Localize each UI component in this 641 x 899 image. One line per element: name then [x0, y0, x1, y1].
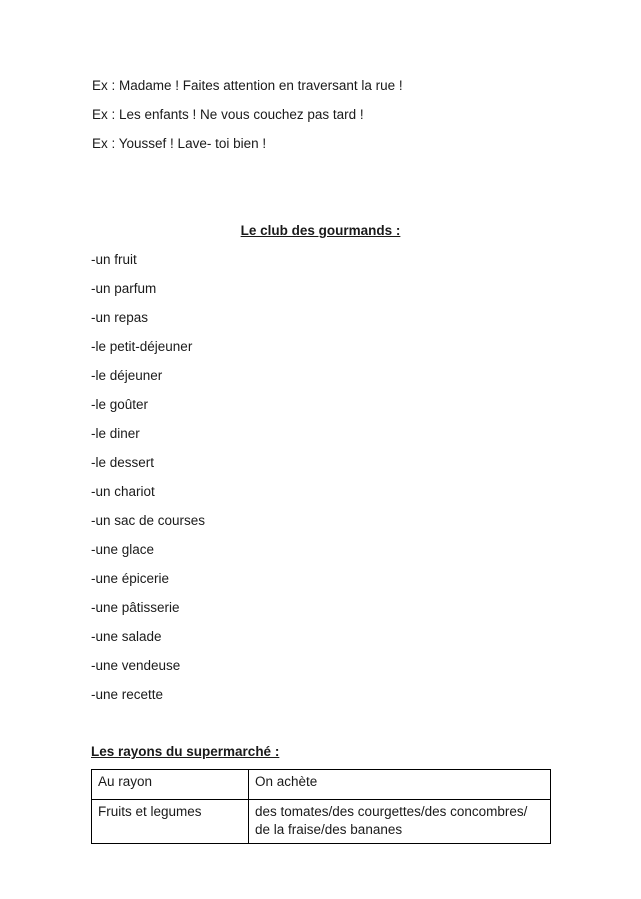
list-item: -le diner — [91, 426, 140, 441]
list-item: -un repas — [91, 310, 149, 325]
table-header-row — [92, 770, 551, 800]
list-item: -le dessert — [91, 455, 155, 470]
list-item: -une épicerie — [91, 571, 170, 586]
list-item: -une recette — [91, 687, 164, 702]
list-item: -un sac de courses — [91, 513, 206, 528]
table-cell-rayon: Fruits et legumes — [92, 800, 249, 844]
rayons-table — [91, 769, 551, 844]
list-item: -un parfum — [91, 281, 157, 296]
example-line: Ex : Madame ! Faites attention en traversant la rue ! — [92, 78, 403, 93]
list-item: -une salade — [91, 629, 162, 644]
list-item: -le goûter — [91, 397, 149, 412]
table-header-cell: On achète — [249, 770, 551, 800]
list-item: -une glace — [91, 542, 155, 557]
list-item: -le déjeuner — [91, 368, 163, 383]
achat-line: des tomates/des courgettes/des concombres/ — [255, 804, 528, 819]
list-item: -un fruit — [91, 252, 137, 267]
list-item: -une vendeuse — [91, 658, 181, 673]
table-row — [92, 800, 551, 844]
example-line: Ex : Youssef ! Lave- toi bien ! — [92, 136, 267, 151]
rayons-title: Les rayons du supermarché : — [91, 744, 280, 759]
table-header-cell: Au rayon — [92, 770, 249, 800]
list-item: -une pâtisserie — [91, 600, 180, 615]
examples-block — [92, 76, 403, 163]
club-title: Le club des gourmands : — [240, 223, 401, 238]
achat-line: de la fraise/des bananes — [255, 822, 403, 837]
table-cell-achat — [249, 800, 551, 844]
club-vocab-list — [91, 250, 205, 714]
list-item: -le petit-déjeuner — [91, 339, 193, 354]
example-line: Ex : Les enfants ! Ne vous couchez pas tard ! — [92, 107, 364, 122]
list-item: -un chariot — [91, 484, 155, 499]
